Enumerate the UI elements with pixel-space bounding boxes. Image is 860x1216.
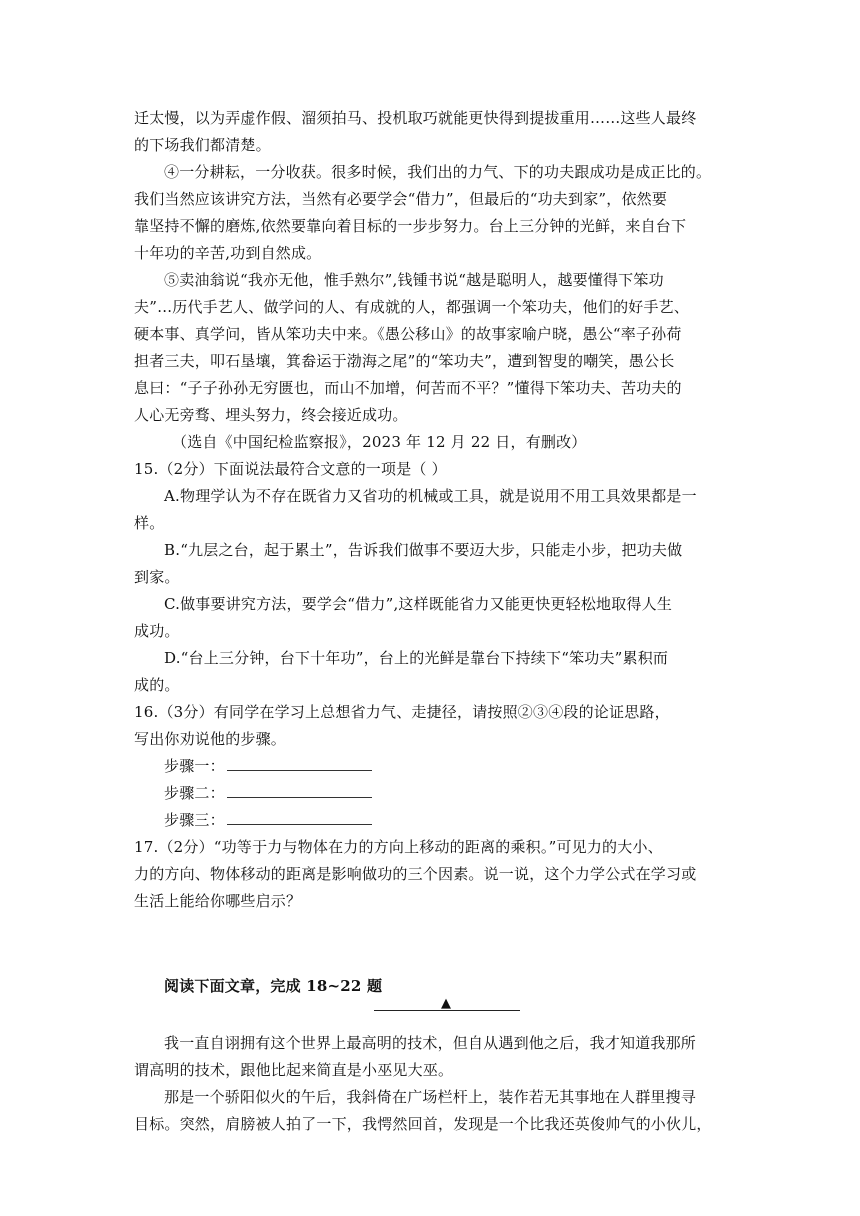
section-heading: 阅读下面文章，完成 18~22 题 — [164, 977, 383, 995]
option-d-cont: 成的。 — [134, 676, 180, 694]
story-paragraph-2-cont: 目标。突然，肩膀被人拍了一下，我愕然回首，发现是一个比我还英俊帅气的小伙儿， — [134, 1115, 712, 1133]
story-paragraph-1-cont: 谓高明的技术，跟他比起来简直是小巫见大巫。 — [134, 1061, 454, 1079]
paragraph-5-line: 硬本事、真学问，皆从笨功夫中来。《愚公移山》的故事家喻户晓，愚公“率子孙荷 — [134, 325, 682, 343]
question-16-stem: 16.（3分）有同学在学习上总想省力气、走捷径，请按照②③④段的论证思路， — [134, 703, 670, 721]
answer-blank[interactable] — [227, 783, 372, 798]
step-three-row — [134, 807, 734, 834]
paragraph-5-line: 息曰：“子子孙孙无穷匮也，而山不加增，何苦而不平？”懂得下笨功夫、苦功夫的 — [134, 379, 682, 397]
document-page — [134, 105, 734, 1138]
option-a-cont: 样。 — [134, 514, 165, 532]
paragraph-3-line: 的下场我们都清楚。 — [134, 136, 271, 154]
paragraph-5-line: ⑤卖油翁说“我亦无他，惟手熟尔”,钱锺书说“越是聪明人，越要懂得下笨功 — [164, 271, 664, 289]
step-two-label: 步骤二： — [164, 784, 225, 802]
question-17-stem: 17.（2分）“功等于力与物体在力的方向上移动的距离的乘积。”可见力的大小、 — [134, 838, 663, 856]
question-15-stem: 15.（2分）下面说法最符合文意的一项是（ ） — [134, 460, 447, 478]
paragraph-4-line: 十年功的辛苦,功到自然成。 — [134, 244, 322, 262]
article-title-placeholder — [134, 996, 734, 1022]
question-17-stem-cont: 生活上能给你哪些启示？ — [134, 892, 302, 910]
question-17-stem-cont: 力的方向、物体移动的距离是影响做功的三个因素。说一说，这个力学公式在学习或 — [134, 865, 697, 883]
option-b-cont: 到家。 — [134, 568, 180, 586]
answer-blank[interactable] — [227, 756, 372, 771]
step-one-row — [134, 753, 734, 780]
triangle-icon: ▲ — [441, 996, 451, 1011]
paragraph-5-line: 夫”…历代手艺人、做学问的人、有成就的人，都强调一个笨功夫，他们的好手艺、 — [134, 298, 690, 316]
paragraph-5-line: 人心无旁骛、埋头努力，终会接近成功。 — [134, 406, 408, 424]
source-citation: （选自《中国纪检监察报》，2023 年 12 月 22 日，有删改） — [172, 433, 587, 451]
option-b: B.“九层之台，起于累土”，告诉我们做事不要迈大步，只能走小步，把功夫做 — [164, 541, 683, 559]
option-c-cont: 成功。 — [134, 622, 180, 640]
step-one-label: 步骤一： — [164, 757, 225, 775]
paragraph-4-line: ④一分耕耘，一分收获。很多时候，我们出的力气、下的功夫跟成功是成正比的。 — [164, 163, 712, 181]
question-16-stem-cont: 写出你劝说他的步骤。 — [134, 730, 287, 748]
step-three-label: 步骤三： — [164, 811, 225, 829]
paragraph-4-line: 我们当然应该讲究方法，当然有必要学会“借力”，但最后的“功夫到家”，依然要 — [134, 190, 668, 208]
answer-blank[interactable] — [227, 810, 372, 825]
option-d: D.“台上三分钟，台下十年功”，台上的光鲜是靠台下持续下“笨功夫”累积而 — [164, 649, 669, 667]
story-paragraph-1: 我一直自诩拥有这个世界上最高明的技术，但自从遇到他之后，我才知道我那所 — [164, 1034, 697, 1052]
story-paragraph-2: 那是一个骄阳似火的午后，我斜倚在广场栏杆上，装作若无其事地在人群里搜寻 — [164, 1088, 697, 1106]
paragraph-3-line: 迁太慢，以为弄虚作假、溜须拍马、投机取巧就能更快得到提拔重用……这些人最终 — [134, 109, 697, 127]
paragraph-5-line: 担者三夫，叩石垦壤，箕畚运于渤海之尾”的“笨功夫”，遭到智叟的嘲笑，愚公长 — [134, 352, 675, 370]
step-two-row — [134, 780, 734, 807]
option-a: A.物理学认为不存在既省力又省功的机械或工具，就是说用不用工具效果都是一 — [164, 487, 697, 505]
option-c: C.做事要讲究方法，要学会“借力”,这样既能省力又能更快更轻松地取得人生 — [164, 595, 673, 613]
paragraph-4-line: 靠坚持不懈的磨炼,依然要靠向着目标的一步步努力。台上三分钟的光鲜，来自台下 — [134, 217, 687, 235]
